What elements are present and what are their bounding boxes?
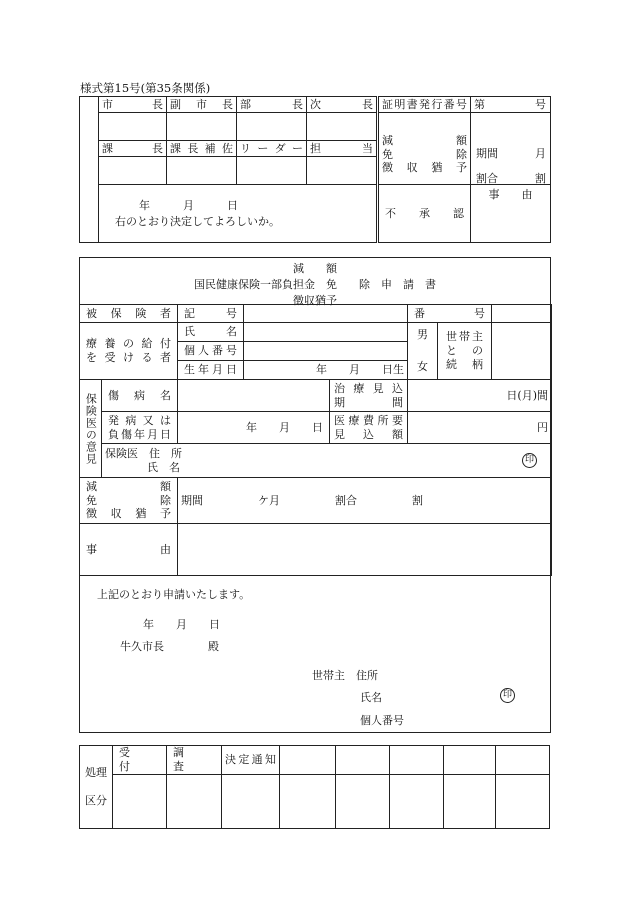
processing-cell[interactable] (496, 774, 550, 828)
doctor-address-label: 保険医 住 所 (105, 446, 182, 460)
deferral-label: 徴 収 猶 予 (86, 507, 171, 521)
relation-field[interactable] (492, 323, 552, 380)
doctor-opinion-label: 保険医の意見 (80, 380, 102, 478)
stamp-section-chief[interactable] (99, 157, 167, 185)
treatment-period-label-1: 治 療 見 込 (334, 381, 403, 395)
householder-address-label: 世帯主 住所 (312, 669, 378, 682)
processing-col-investigation: 調 査 (167, 746, 222, 775)
cost-unit: 円 (537, 420, 548, 434)
role-director: 部 長 (237, 97, 307, 113)
doctor-name-label: 氏 名 (147, 460, 180, 474)
disease-label: 傷 病 名 (102, 380, 178, 412)
role-mayor: 市 長 (99, 97, 167, 113)
approval-table (79, 96, 377, 243)
reason-label: 事 由 (80, 524, 178, 576)
processing-col-blank (336, 746, 390, 775)
stamp-deputy-director[interactable] (307, 113, 377, 141)
onset-label-2: 負傷年月日 (108, 427, 171, 441)
onset-date-field[interactable] (178, 412, 330, 444)
title-main: 国民健康保険一部負担金 免 除 申 請 書 (194, 278, 436, 291)
doctor-signature-field[interactable] (102, 444, 552, 478)
doctor-seal-mark: 印 (522, 453, 537, 468)
stamp-director[interactable] (237, 113, 307, 141)
certificate-number-field[interactable] (471, 97, 551, 113)
treatment-period-unit: 日(月)間 (506, 388, 548, 402)
cert-refusal-label: 不 承 認 (379, 185, 471, 243)
householder-seal-mark: 印 (500, 688, 515, 703)
reduction-label: 減 額 (86, 479, 171, 493)
role-deputy-director: 次 長 (307, 97, 377, 113)
cert-reduction-label: 減 額 (382, 133, 467, 147)
role-deputy-mayor: 副 市 長 (167, 97, 237, 113)
certificate-number-unit: 号 (535, 98, 546, 111)
processing-table (79, 745, 550, 829)
name-field[interactable] (244, 323, 408, 342)
relation-label-3: 続 柄 (446, 357, 483, 371)
processing-cell[interactable] (280, 774, 336, 828)
number-field[interactable] (492, 305, 552, 323)
stamp-leader[interactable] (237, 157, 307, 185)
cert-period-ratio-field[interactable] (471, 113, 551, 185)
processing-cell[interactable] (390, 774, 444, 828)
period-ratio-line: 期間 ケ月 割合 割 (181, 493, 423, 507)
cost-label-1: 医 療 費 所 要 (334, 413, 403, 427)
birthdate-field[interactable] (244, 361, 408, 380)
name-label: 氏 名 (178, 323, 244, 342)
householder-name-label: 氏名 (360, 691, 382, 704)
application-table (79, 304, 552, 576)
processing-col-reception: 受 付 (113, 746, 167, 775)
exemption-label: 免 除 (86, 493, 171, 507)
processing-col-blank (444, 746, 496, 775)
stamp-assistant-chief[interactable] (167, 157, 237, 185)
gender-male[interactable]: 男 (417, 328, 428, 342)
cert-exemption-label: 免 除 (382, 147, 467, 161)
form-number-header: 様式第15号(第35条関係) (80, 81, 211, 95)
cert-period-unit: 月 (535, 147, 546, 160)
period-ratio-field[interactable] (178, 478, 552, 524)
cert-ratio-unit: 割 (535, 172, 546, 185)
processing-col-blank (280, 746, 336, 775)
role-leader: リーダー (237, 141, 307, 157)
reason-field[interactable] (178, 524, 552, 576)
processing-col-blank (390, 746, 444, 775)
gender-female[interactable]: 女 (417, 360, 428, 373)
processing-col-blank (496, 746, 550, 775)
householder-personal-number-label: 個人番号 (360, 714, 404, 727)
stamp-staff[interactable] (307, 157, 377, 185)
cert-reason-label: 事 由 (488, 188, 533, 201)
cost-field[interactable] (408, 412, 552, 444)
decision-text: 右のとおり決定してよろしいか。 (115, 214, 280, 228)
processing-label-1: 処理 (85, 766, 107, 779)
request-text: 上記のとおり申請いたします。 (97, 588, 251, 601)
treatment-period-label-2: 期 間 (334, 395, 403, 409)
certificate-number-label: 証明書発行番号 (379, 97, 471, 113)
cert-reason-field[interactable] (471, 185, 551, 243)
beneficiary-label-2: を 受 け る 者 (86, 351, 171, 364)
relation-label-2: と の (446, 344, 483, 358)
processing-col-notice: 決定通知 (222, 746, 280, 775)
role-staff: 担 当 (307, 141, 377, 157)
stamp-mayor[interactable] (99, 113, 167, 141)
addressee: 牛久市長 殿 (120, 640, 219, 653)
symbol-label: 記 号 (178, 305, 244, 323)
processing-cell[interactable] (113, 774, 167, 828)
onset-label-1: 発 病 又 は (108, 413, 171, 427)
disease-field[interactable] (178, 380, 330, 412)
certificate-table (378, 96, 551, 243)
cost-label-2: 見 込 額 (334, 427, 403, 441)
relation-label-1: 世帯主 (446, 330, 483, 344)
personal-number-label: 個人番号 (178, 342, 244, 361)
symbol-field[interactable] (244, 305, 408, 323)
number-label: 番 号 (408, 305, 492, 323)
insured-label: 被 保 険 者 (80, 305, 178, 323)
title-deferral: 徴収猶予 (293, 294, 337, 307)
cert-period-label: 期間 (476, 147, 498, 160)
cert-ratio-label: 割合 (476, 172, 498, 185)
role-section-chief: 課 長 (99, 141, 167, 157)
processing-cell[interactable] (167, 774, 222, 828)
cert-deferral-label: 徴 収 猶 予 (382, 161, 467, 175)
application-form (79, 257, 551, 733)
role-assistant-chief: 課 長 補 佐 (167, 141, 237, 157)
beneficiary-label-1: 療 養 の 給 付 (86, 337, 171, 351)
decision-date: 年 月 日 (139, 198, 238, 212)
birthdate-format: 年 月 日生 (316, 363, 404, 377)
certificate-number-prefix: 第 (474, 97, 485, 111)
processing-cell[interactable] (444, 774, 496, 828)
treatment-period-field[interactable] (408, 380, 552, 412)
application-title (80, 258, 550, 307)
onset-date-format: 年 月 日 (246, 420, 323, 434)
stamp-deputy-mayor[interactable] (167, 113, 237, 141)
title-reduction: 減 額 (293, 262, 337, 275)
birthdate-label: 生年月日 (178, 361, 244, 380)
request-date: 年 月 日 (143, 618, 220, 631)
personal-number-field[interactable] (244, 342, 408, 361)
processing-label-2: 区分 (85, 793, 107, 807)
processing-cell[interactable] (336, 774, 390, 828)
processing-cell[interactable] (222, 774, 280, 828)
